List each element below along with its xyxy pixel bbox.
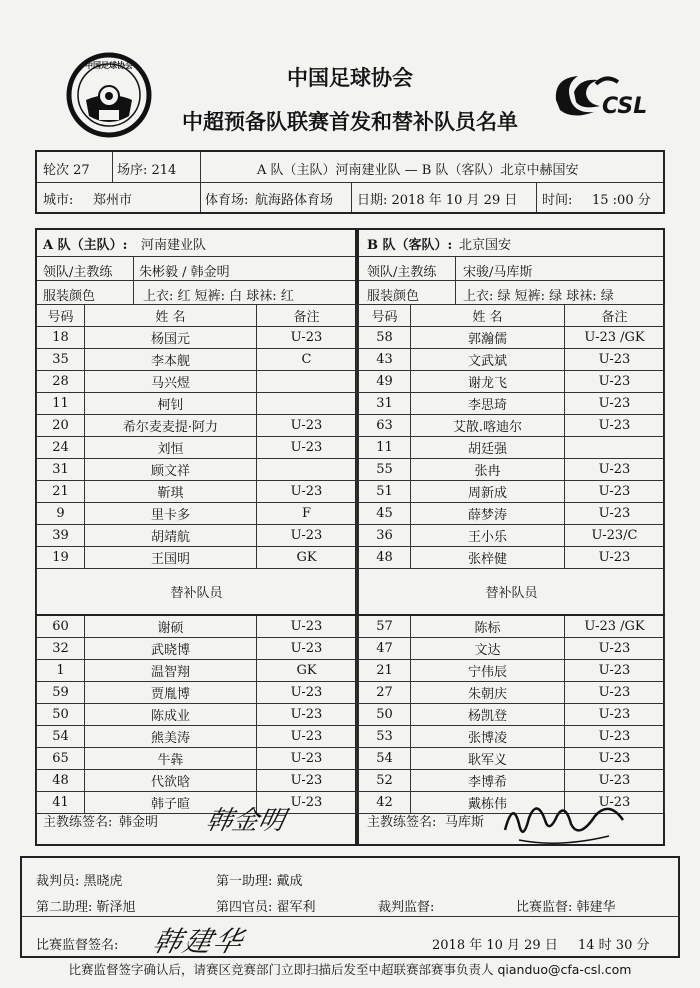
team-a-title: A 队（主队）:	[43, 238, 128, 253]
player-note: U-23	[257, 748, 357, 770]
player-name: 李博希	[411, 770, 565, 792]
player-number: 20	[37, 415, 85, 437]
player-number: 18	[37, 327, 85, 349]
player-number: 28	[37, 371, 85, 393]
player-name: 薛梦涛	[411, 503, 565, 525]
player-name: 文达	[411, 638, 565, 660]
table-row	[359, 748, 665, 770]
player-number: 50	[359, 704, 411, 726]
player-note: U-23 /GK	[565, 615, 665, 638]
col-num: 号码	[359, 305, 411, 327]
table-row	[37, 525, 357, 547]
table-row	[359, 704, 665, 726]
player-note: C	[257, 349, 357, 371]
player-name: 郭瀚儒	[411, 327, 565, 349]
player-note: U-23	[565, 481, 665, 503]
assistant-referee-2: 第二助理: 靳泽旭	[36, 900, 136, 915]
player-number: 35	[37, 349, 85, 371]
player-number: 32	[37, 638, 85, 660]
col-note: 备注	[257, 305, 357, 327]
player-number: 41	[37, 792, 85, 814]
player-note: U-23	[565, 748, 665, 770]
player-note	[565, 437, 665, 459]
player-name: 陈标	[411, 615, 565, 638]
player-number: 49	[359, 371, 411, 393]
player-name: 胡靖航	[85, 525, 257, 547]
table-row	[359, 393, 665, 415]
player-name: 代欲晗	[85, 770, 257, 792]
player-number: 42	[359, 792, 411, 814]
doc-title: 中超预备队联赛首发和替补队员名单	[182, 110, 518, 134]
player-note: U-23	[565, 638, 665, 660]
player-number: 11	[359, 437, 411, 459]
player-name: 牛犇	[85, 748, 257, 770]
player-number: 55	[359, 459, 411, 481]
org-title: 中国足球协会	[287, 66, 413, 90]
supervisor-sign-date: 2018 年 10 月 29 日	[432, 938, 558, 953]
table-row	[359, 525, 665, 547]
stadium-value: 航海路体育场	[255, 193, 334, 208]
team-a-starters-table	[36, 304, 357, 814]
player-note	[257, 459, 357, 481]
table-row	[37, 371, 357, 393]
player-name: 张冉	[411, 459, 565, 481]
player-number: 45	[359, 503, 411, 525]
teams-line: A 队（主队）河南建业队 — B 队（客队）北京中赫国安	[257, 163, 579, 178]
player-name: 戴栋伟	[411, 792, 565, 814]
player-name: 张博凌	[411, 726, 565, 748]
footer-note: 比赛监督签字确认后，请赛区竞赛部门立即扫描后发至中超联赛部赛事负责人 qianduo@cfa-csl.com	[68, 962, 632, 977]
table-row	[37, 704, 357, 726]
team-b-coach-sign-label: 主教练签名:	[367, 815, 437, 830]
table-row	[37, 615, 357, 638]
player-name: 韩子暄	[85, 792, 257, 814]
player-note: U-23	[257, 770, 357, 792]
table-row	[359, 726, 665, 748]
player-number: 54	[359, 748, 411, 770]
table-row	[37, 327, 357, 349]
player-name: 温智翔	[85, 660, 257, 682]
player-name: 刘恒	[85, 437, 257, 459]
player-number: 51	[359, 481, 411, 503]
stadium-label: 体育场:	[205, 193, 249, 208]
player-number: 36	[359, 525, 411, 547]
table-row	[359, 770, 665, 792]
player-note: U-23	[257, 415, 357, 437]
referee: 裁判员: 黑晓虎	[36, 874, 123, 889]
player-number: 59	[37, 682, 85, 704]
table-row	[37, 459, 357, 481]
player-note: U-23	[257, 704, 357, 726]
city-value: 郑州市	[93, 193, 133, 208]
assistant-referee-1: 第一助理: 戴成	[216, 874, 303, 889]
team-a-coach-sign-label: 主教练签名:	[43, 815, 113, 830]
player-number: 27	[359, 682, 411, 704]
player-name: 文武斌	[411, 349, 565, 371]
player-note: U-23	[257, 638, 357, 660]
csl-logo-text: CSL	[602, 94, 648, 119]
table-row	[359, 371, 665, 393]
player-name: 熊美涛	[85, 726, 257, 748]
player-number: 53	[359, 726, 411, 748]
player-note: U-23	[565, 547, 665, 569]
team-a-leader-label: 领队/主教练	[43, 265, 113, 280]
team-b-signature	[499, 790, 629, 850]
player-note: U-23	[565, 792, 665, 814]
match-info-box	[35, 150, 665, 214]
player-number: 60	[37, 615, 85, 638]
player-name: 顾文祥	[85, 459, 257, 481]
supervisor-signature: 韩建华	[149, 925, 248, 958]
player-number: 57	[359, 615, 411, 638]
player-note: U-23	[257, 615, 357, 638]
player-name: 希尔麦麦提·阿力	[85, 415, 257, 437]
col-note: 备注	[565, 305, 665, 327]
player-name: 靳琪	[85, 481, 257, 503]
player-note: U-23	[565, 371, 665, 393]
team-b-leader-label: 领队/主教练	[367, 265, 437, 280]
supervisor-sign-label: 比赛监督签名:	[36, 938, 119, 953]
player-number: 58	[359, 327, 411, 349]
team-a-block	[35, 228, 357, 846]
match-supervisor: 比赛监督: 韩建华	[516, 900, 616, 915]
team-a-kit-value: 上衣: 红 短裤: 白 球袜: 红	[143, 289, 294, 304]
player-note: U-23	[565, 770, 665, 792]
table-row	[359, 547, 665, 569]
table-row	[37, 393, 357, 415]
table-row	[37, 415, 357, 437]
officials-block	[20, 856, 680, 958]
player-name: 胡廷强	[411, 437, 565, 459]
table-row	[37, 726, 357, 748]
player-name: 杨国元	[85, 327, 257, 349]
city-label: 城市:	[43, 193, 74, 208]
player-number: 52	[359, 770, 411, 792]
table-row	[359, 437, 665, 459]
table-row	[37, 547, 357, 569]
player-number: 1	[37, 660, 85, 682]
player-note: U-23	[565, 393, 665, 415]
table-row	[359, 638, 665, 660]
player-number: 47	[359, 638, 411, 660]
player-note: U-23	[257, 682, 357, 704]
team-a-signature: 韩金明	[203, 806, 288, 836]
player-name: 王小乐	[411, 525, 565, 547]
cfa-logo-text: 中国足球协会	[85, 61, 133, 70]
player-note: U-23	[565, 726, 665, 748]
table-row	[359, 503, 665, 525]
team-b-subs-label: 替补队员	[359, 569, 665, 616]
player-name: 王国明	[85, 547, 257, 569]
player-number: 31	[37, 459, 85, 481]
table-row	[359, 481, 665, 503]
player-name: 陈成业	[85, 704, 257, 726]
subs-header-row	[359, 569, 665, 616]
field-label: 场序: 214	[117, 163, 177, 178]
player-number: 43	[359, 349, 411, 371]
table-row	[37, 437, 357, 459]
table-row	[359, 327, 665, 349]
table-row	[37, 660, 357, 682]
player-note: GK	[257, 660, 357, 682]
table-row	[37, 770, 357, 792]
player-number: 24	[37, 437, 85, 459]
team-a-kit-label: 服装颜色	[43, 289, 96, 304]
table-row	[37, 349, 357, 371]
player-name: 朱朝庆	[411, 682, 565, 704]
player-number: 48	[37, 770, 85, 792]
fourth-official: 第四官员: 翟军利	[216, 900, 316, 915]
time-value: 15 :00 分	[592, 193, 651, 208]
referee-supervisor: 裁判监督:	[378, 900, 435, 915]
player-name: 杨凯登	[411, 704, 565, 726]
team-b-leader-value: 宋骏/马库斯	[463, 265, 533, 280]
team-a-leader-value: 朱彬毅 / 韩金明	[139, 265, 230, 280]
table-row	[359, 349, 665, 371]
player-note: U-23	[257, 792, 357, 814]
player-number: 19	[37, 547, 85, 569]
supervisor-sign-time: 14 时 30 分	[578, 938, 650, 953]
table-row	[359, 660, 665, 682]
player-note: U-23	[257, 525, 357, 547]
team-b-block	[357, 228, 665, 846]
round-label: 轮次 27	[43, 163, 90, 178]
player-name: 李思琦	[411, 393, 565, 415]
player-note	[257, 371, 357, 393]
table-row	[37, 481, 357, 503]
player-name: 宁伟辰	[411, 660, 565, 682]
player-note: U-23	[565, 660, 665, 682]
table-row	[37, 638, 357, 660]
col-name: 姓 名	[411, 305, 565, 327]
table-header-row	[37, 305, 357, 327]
player-name: 艾散.喀迪尔	[411, 415, 565, 437]
table-row	[359, 682, 665, 704]
time-label: 时间:	[542, 193, 573, 208]
player-note: U-23	[565, 415, 665, 437]
player-name: 张梓健	[411, 547, 565, 569]
player-note: U-23	[565, 682, 665, 704]
team-b-name: 北京国安	[459, 238, 512, 253]
player-number: 31	[359, 393, 411, 415]
col-num: 号码	[37, 305, 85, 327]
player-number: 21	[359, 660, 411, 682]
player-name: 里卡多	[85, 503, 257, 525]
player-number: 54	[37, 726, 85, 748]
date-label: 日期: 2018 年 10 月 29 日	[357, 193, 518, 208]
player-number: 50	[37, 704, 85, 726]
player-name: 耿军义	[411, 748, 565, 770]
player-note: U-23	[257, 481, 357, 503]
player-number: 63	[359, 415, 411, 437]
player-name: 贾胤博	[85, 682, 257, 704]
player-name: 李本舰	[85, 349, 257, 371]
player-number: 9	[37, 503, 85, 525]
player-number: 48	[359, 547, 411, 569]
team-b-kit-label: 服装颜色	[367, 289, 420, 304]
player-note	[257, 393, 357, 415]
team-a-subs-label: 替补队员	[37, 569, 357, 616]
player-note: U-23	[565, 704, 665, 726]
csl-logo	[546, 70, 656, 122]
player-name: 柯钊	[85, 393, 257, 415]
team-b-kit-value: 上衣: 绿 短裤: 绿 球袜: 绿	[463, 289, 614, 304]
player-note: U-23/C	[565, 525, 665, 547]
table-row	[37, 748, 357, 770]
table-row	[37, 682, 357, 704]
col-name: 姓 名	[85, 305, 257, 327]
table-header-row	[359, 305, 665, 327]
player-note: U-23	[257, 327, 357, 349]
team-a-name: 河南建业队	[141, 238, 207, 253]
player-note: U-23	[565, 349, 665, 371]
player-note: F	[257, 503, 357, 525]
player-name: 谢硕	[85, 615, 257, 638]
team-b-starters-table	[358, 304, 665, 814]
table-row	[359, 415, 665, 437]
player-note: U-23	[257, 437, 357, 459]
player-number: 11	[37, 393, 85, 415]
player-name: 谢龙飞	[411, 371, 565, 393]
player-note: GK	[257, 547, 357, 569]
table-row	[37, 503, 357, 525]
player-note: U-23	[257, 726, 357, 748]
player-name: 周新成	[411, 481, 565, 503]
team-b-coach-sign-name: 马库斯	[445, 815, 485, 830]
player-number: 39	[37, 525, 85, 547]
table-row	[359, 459, 665, 481]
player-number: 21	[37, 481, 85, 503]
player-note: U-23	[565, 459, 665, 481]
team-b-title: B 队（客队）:	[367, 238, 453, 253]
player-name: 武晓博	[85, 638, 257, 660]
player-name: 马兴煜	[85, 371, 257, 393]
player-note: U-23	[565, 503, 665, 525]
subs-header-row	[37, 569, 357, 616]
team-a-coach-sign-name: 韩金明	[119, 815, 159, 830]
player-note: U-23 /GK	[565, 327, 665, 349]
player-number: 65	[37, 748, 85, 770]
table-row	[359, 615, 665, 638]
